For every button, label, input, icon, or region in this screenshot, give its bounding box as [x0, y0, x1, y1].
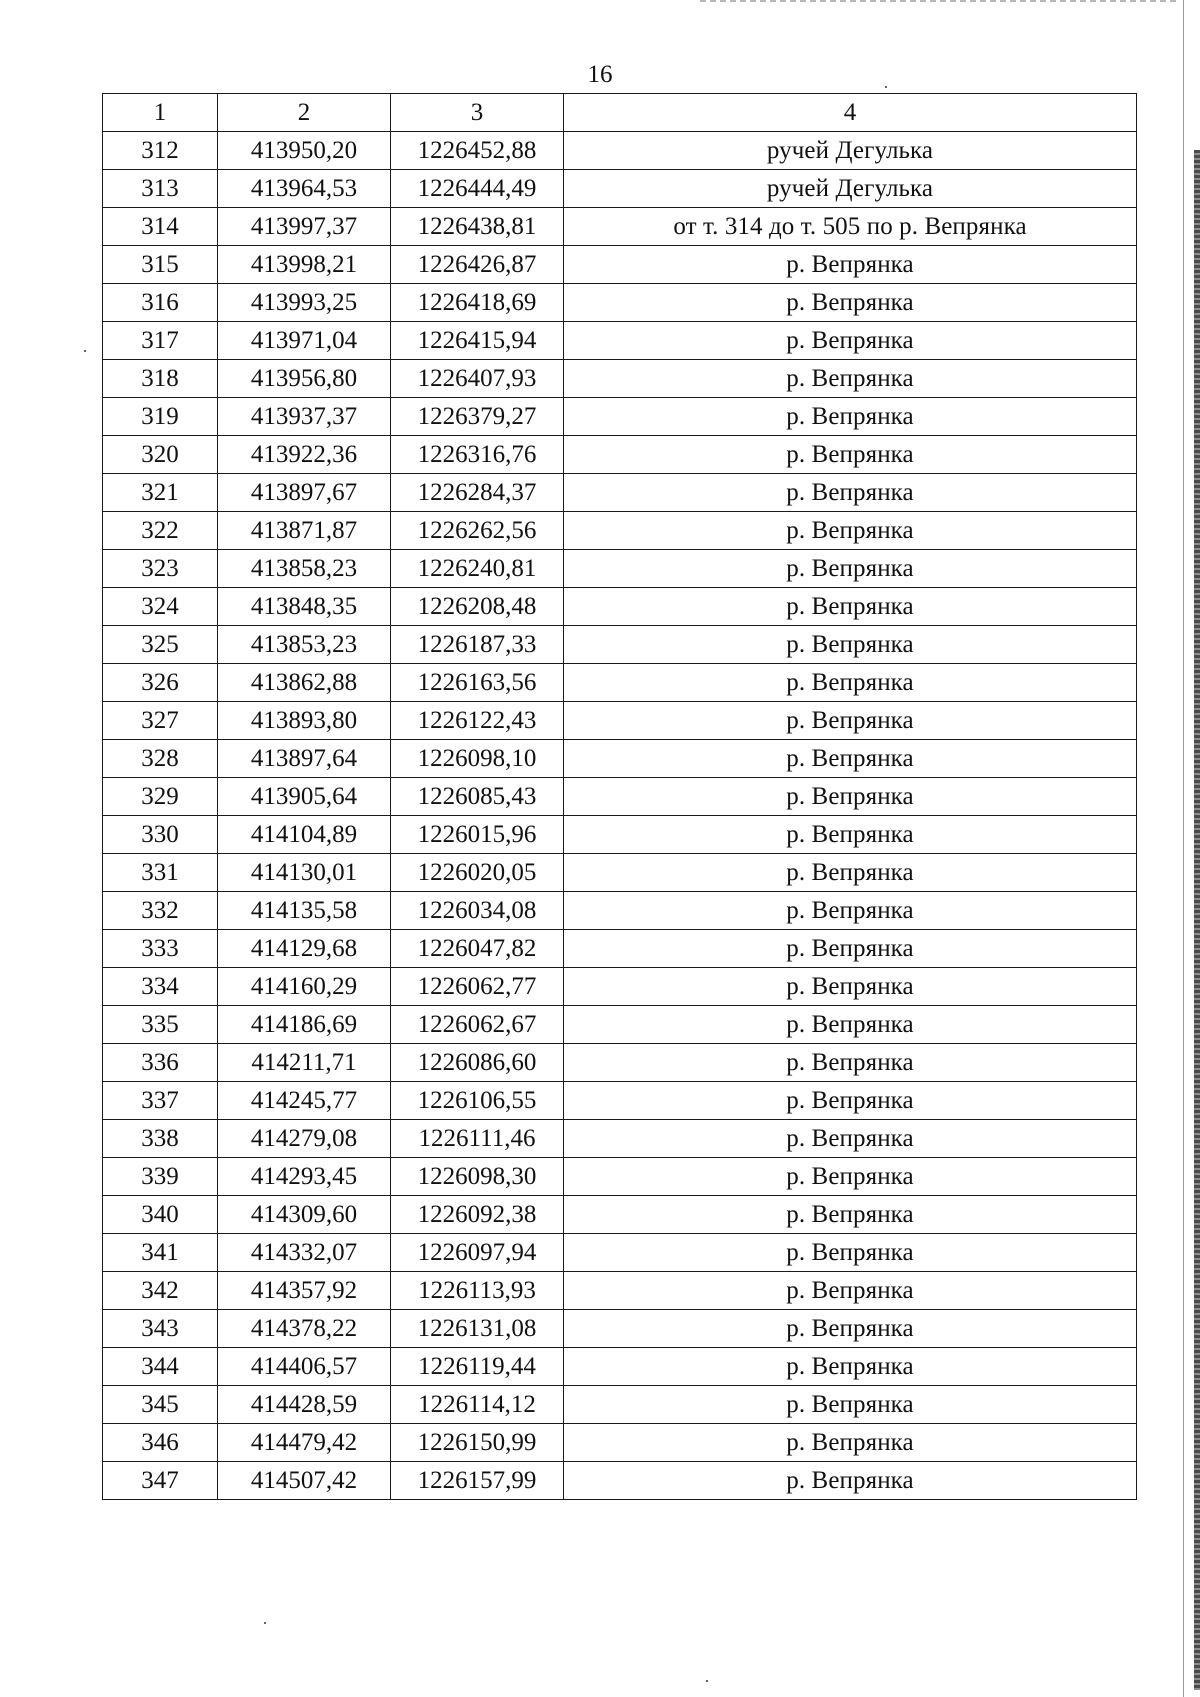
description-cell: р. Вепрянка: [564, 892, 1137, 930]
point-number-cell: 321: [103, 474, 218, 512]
table-row: [103, 740, 1137, 778]
x-coordinate-cell: 414293,45: [218, 1158, 391, 1196]
point-number-cell: 340: [103, 1196, 218, 1234]
x-coordinate-cell: 414160,29: [218, 968, 391, 1006]
table-row: [103, 208, 1137, 246]
description-cell: р. Вепрянка: [564, 1044, 1137, 1082]
table-row: [103, 322, 1137, 360]
table-row: [103, 512, 1137, 550]
table-row: [103, 1348, 1137, 1386]
x-coordinate-cell: 414279,08: [218, 1120, 391, 1158]
table-row: [103, 1158, 1137, 1196]
y-coordinate-cell: 1226062,77: [391, 968, 564, 1006]
description-cell: р. Вепрянка: [564, 1196, 1137, 1234]
table-row: [103, 246, 1137, 284]
header-cell-1: 1: [103, 94, 218, 132]
description-cell: ручей Дегулька: [564, 170, 1137, 208]
y-coordinate-cell: 1226379,27: [391, 398, 564, 436]
page-number: 16: [587, 61, 613, 88]
y-coordinate-cell: 1226131,08: [391, 1310, 564, 1348]
y-coordinate-cell: 1226316,76: [391, 436, 564, 474]
scan-speck: [264, 1622, 266, 1624]
table-row: [103, 1044, 1137, 1082]
x-coordinate-cell: 414507,42: [218, 1462, 391, 1500]
table-row: [103, 1234, 1137, 1272]
description-cell: р. Вепрянка: [564, 1424, 1137, 1462]
x-coordinate-cell: 413971,04: [218, 322, 391, 360]
point-number-cell: 313: [103, 170, 218, 208]
point-number-cell: 317: [103, 322, 218, 360]
header-cell-2: 2: [218, 94, 391, 132]
x-coordinate-cell: 413848,35: [218, 588, 391, 626]
y-coordinate-cell: 1226097,94: [391, 1234, 564, 1272]
point-number-cell: 323: [103, 550, 218, 588]
description-cell: р. Вепрянка: [564, 398, 1137, 436]
table-row: [103, 854, 1137, 892]
description-cell: р. Вепрянка: [564, 1272, 1137, 1310]
x-coordinate-cell: 413871,87: [218, 512, 391, 550]
description-cell: р. Вепрянка: [564, 968, 1137, 1006]
table-row: [103, 626, 1137, 664]
point-number-cell: 341: [103, 1234, 218, 1272]
description-cell: р. Вепрянка: [564, 588, 1137, 626]
description-cell: р. Вепрянка: [564, 1462, 1137, 1500]
scan-edge-line: [1183, 0, 1184, 1697]
x-coordinate-cell: 413937,37: [218, 398, 391, 436]
point-number-cell: 339: [103, 1158, 218, 1196]
y-coordinate-cell: 1226111,46: [391, 1120, 564, 1158]
point-number-cell: 319: [103, 398, 218, 436]
x-coordinate-cell: 413862,88: [218, 664, 391, 702]
description-cell: от т. 314 до т. 505 по р. Вепрянка: [564, 208, 1137, 246]
x-coordinate-cell: 413950,20: [218, 132, 391, 170]
table-row: [103, 436, 1137, 474]
description-cell: р. Вепрянка: [564, 740, 1137, 778]
y-coordinate-cell: 1226119,44: [391, 1348, 564, 1386]
table-row: [103, 1424, 1137, 1462]
description-cell: р. Вепрянка: [564, 322, 1137, 360]
x-coordinate-cell: 413897,64: [218, 740, 391, 778]
table-row: [103, 1272, 1137, 1310]
point-number-cell: 329: [103, 778, 218, 816]
y-coordinate-cell: 1226034,08: [391, 892, 564, 930]
point-number-cell: 346: [103, 1424, 218, 1462]
table-row: [103, 284, 1137, 322]
x-coordinate-cell: 414428,59: [218, 1386, 391, 1424]
scan-speck: [84, 350, 86, 352]
table-body: [103, 132, 1137, 1500]
y-coordinate-cell: 1226098,30: [391, 1158, 564, 1196]
point-number-cell: 322: [103, 512, 218, 550]
y-coordinate-cell: 1226015,96: [391, 816, 564, 854]
description-cell: р. Вепрянка: [564, 1082, 1137, 1120]
table-row: [103, 1120, 1137, 1158]
table-row: [103, 1082, 1137, 1120]
point-number-cell: 320: [103, 436, 218, 474]
point-number-cell: 325: [103, 626, 218, 664]
x-coordinate-cell: 414357,92: [218, 1272, 391, 1310]
x-coordinate-cell: 413858,23: [218, 550, 391, 588]
description-cell: р. Вепрянка: [564, 854, 1137, 892]
description-cell: р. Вепрянка: [564, 1386, 1137, 1424]
point-number-cell: 334: [103, 968, 218, 1006]
y-coordinate-cell: 1226092,38: [391, 1196, 564, 1234]
point-number-cell: 337: [103, 1082, 218, 1120]
x-coordinate-cell: 414406,57: [218, 1348, 391, 1386]
description-cell: р. Вепрянка: [564, 1006, 1137, 1044]
point-number-cell: 342: [103, 1272, 218, 1310]
x-coordinate-cell: 413956,80: [218, 360, 391, 398]
x-coordinate-cell: 414135,58: [218, 892, 391, 930]
description-cell: р. Вепрянка: [564, 1234, 1137, 1272]
table-row: [103, 778, 1137, 816]
x-coordinate-cell: 413897,67: [218, 474, 391, 512]
y-coordinate-cell: 1226086,60: [391, 1044, 564, 1082]
table-row: [103, 1006, 1137, 1044]
x-coordinate-cell: 414211,71: [218, 1044, 391, 1082]
x-coordinate-cell: 413998,21: [218, 246, 391, 284]
description-cell: р. Вепрянка: [564, 474, 1137, 512]
point-number-cell: 324: [103, 588, 218, 626]
y-coordinate-cell: 1226085,43: [391, 778, 564, 816]
x-coordinate-cell: 413964,53: [218, 170, 391, 208]
y-coordinate-cell: 1226240,81: [391, 550, 564, 588]
point-number-cell: 327: [103, 702, 218, 740]
scan-speck: [706, 1680, 708, 1682]
x-coordinate-cell: 413893,80: [218, 702, 391, 740]
y-coordinate-cell: 1226418,69: [391, 284, 564, 322]
description-cell: р. Вепрянка: [564, 1310, 1137, 1348]
y-coordinate-cell: 1226426,87: [391, 246, 564, 284]
point-number-cell: 331: [103, 854, 218, 892]
x-coordinate-cell: 413922,36: [218, 436, 391, 474]
x-coordinate-cell: 413905,64: [218, 778, 391, 816]
description-cell: р. Вепрянка: [564, 664, 1137, 702]
point-number-cell: 328: [103, 740, 218, 778]
y-coordinate-cell: 1226047,82: [391, 930, 564, 968]
point-number-cell: 344: [103, 1348, 218, 1386]
scan-binding-edge: [1194, 150, 1200, 1690]
x-coordinate-cell: 414332,07: [218, 1234, 391, 1272]
point-number-cell: 333: [103, 930, 218, 968]
point-number-cell: 332: [103, 892, 218, 930]
y-coordinate-cell: 1226163,56: [391, 664, 564, 702]
scan-top-edge: [700, 0, 1180, 2]
point-number-cell: 330: [103, 816, 218, 854]
description-cell: р. Вепрянка: [564, 1120, 1137, 1158]
point-number-cell: 314: [103, 208, 218, 246]
point-number-cell: 338: [103, 1120, 218, 1158]
table-row: [103, 1196, 1137, 1234]
table-row: [103, 474, 1137, 512]
point-number-cell: 343: [103, 1310, 218, 1348]
description-cell: р. Вепрянка: [564, 436, 1137, 474]
description-cell: р. Вепрянка: [564, 360, 1137, 398]
x-coordinate-cell: 414186,69: [218, 1006, 391, 1044]
y-coordinate-cell: 1226284,37: [391, 474, 564, 512]
y-coordinate-cell: 1226114,12: [391, 1386, 564, 1424]
table-row: [103, 968, 1137, 1006]
point-number-cell: 316: [103, 284, 218, 322]
y-coordinate-cell: 1226208,48: [391, 588, 564, 626]
y-coordinate-cell: 1226106,55: [391, 1082, 564, 1120]
y-coordinate-cell: 1226187,33: [391, 626, 564, 664]
y-coordinate-cell: 1226157,99: [391, 1462, 564, 1500]
point-number-cell: 345: [103, 1386, 218, 1424]
table-row: [103, 550, 1137, 588]
table-row: [103, 588, 1137, 626]
x-coordinate-cell: 414104,89: [218, 816, 391, 854]
x-coordinate-cell: 414130,01: [218, 854, 391, 892]
x-coordinate-cell: 413853,23: [218, 626, 391, 664]
x-coordinate-cell: 414309,60: [218, 1196, 391, 1234]
point-number-cell: 326: [103, 664, 218, 702]
x-coordinate-cell: 414129,68: [218, 930, 391, 968]
description-cell: р. Вепрянка: [564, 816, 1137, 854]
description-cell: р. Вепрянка: [564, 930, 1137, 968]
table-row: [103, 1462, 1137, 1500]
y-coordinate-cell: 1226415,94: [391, 322, 564, 360]
x-coordinate-cell: 414245,77: [218, 1082, 391, 1120]
description-cell: р. Вепрянка: [564, 778, 1137, 816]
table-row: [103, 664, 1137, 702]
y-coordinate-cell: 1226062,67: [391, 1006, 564, 1044]
description-cell: р. Вепрянка: [564, 284, 1137, 322]
y-coordinate-cell: 1226113,93: [391, 1272, 564, 1310]
description-cell: р. Вепрянка: [564, 550, 1137, 588]
table-row: [103, 702, 1137, 740]
description-cell: р. Вепрянка: [564, 1348, 1137, 1386]
table-row: [103, 170, 1137, 208]
y-coordinate-cell: 1226452,88: [391, 132, 564, 170]
point-number-cell: 335: [103, 1006, 218, 1044]
table-row: [103, 892, 1137, 930]
point-number-cell: 315: [103, 246, 218, 284]
table-row: [103, 1310, 1137, 1348]
y-coordinate-cell: 1226122,43: [391, 702, 564, 740]
table-row: [103, 816, 1137, 854]
coordinates-table: [102, 93, 1137, 1500]
description-cell: р. Вепрянка: [564, 1158, 1137, 1196]
point-number-cell: 347: [103, 1462, 218, 1500]
y-coordinate-cell: 1226407,93: [391, 360, 564, 398]
point-number-cell: 336: [103, 1044, 218, 1082]
table-row: [103, 930, 1137, 968]
table-row: [103, 132, 1137, 170]
description-cell: р. Вепрянка: [564, 246, 1137, 284]
description-cell: р. Вепрянка: [564, 512, 1137, 550]
table-row: [103, 398, 1137, 436]
description-cell: р. Вепрянка: [564, 702, 1137, 740]
y-coordinate-cell: 1226262,56: [391, 512, 564, 550]
x-coordinate-cell: 413997,37: [218, 208, 391, 246]
description-cell: ручей Дегулька: [564, 132, 1137, 170]
description-cell: р. Вепрянка: [564, 626, 1137, 664]
x-coordinate-cell: 414378,22: [218, 1310, 391, 1348]
x-coordinate-cell: 414479,42: [218, 1424, 391, 1462]
y-coordinate-cell: 1226020,05: [391, 854, 564, 892]
header-cell-3: 3: [391, 94, 564, 132]
y-coordinate-cell: 1226438,81: [391, 208, 564, 246]
y-coordinate-cell: 1226150,99: [391, 1424, 564, 1462]
table-row: [103, 1386, 1137, 1424]
point-number-cell: 312: [103, 132, 218, 170]
y-coordinate-cell: 1226444,49: [391, 170, 564, 208]
point-number-cell: 318: [103, 360, 218, 398]
x-coordinate-cell: 413993,25: [218, 284, 391, 322]
y-coordinate-cell: 1226098,10: [391, 740, 564, 778]
header-cell-4: 4: [564, 94, 1137, 132]
table-header-row: [103, 94, 1137, 132]
table-row: [103, 360, 1137, 398]
